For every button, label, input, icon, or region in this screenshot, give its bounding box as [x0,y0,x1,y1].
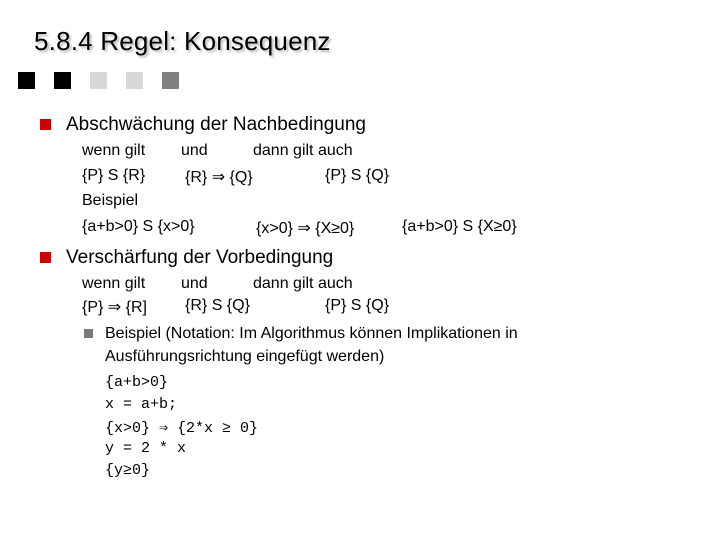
s2-rule-c3: {P} S {Q} [325,297,390,314]
code-line: {x>0} ⇒ {2*x ≥ 0} [105,420,259,437]
decor-square [54,72,71,89]
s1-rule-c1: {P} S {R} [82,167,146,184]
s1-example-label: Beispiel [82,192,139,209]
code-line: {y≥0} [105,462,151,479]
s1-example-c1: {a+b>0} S {x>0} [82,218,195,235]
s2-example-line1: Beispiel (Notation: Im Algorithmus können Implikationen in [105,325,518,342]
decor-square [162,72,179,89]
s1-head-c2: und [181,142,208,159]
s1-rule-c2: {R} ⇒ {Q} [185,169,253,186]
slide-title: 5.8.4 Regel: Konsequenz [34,26,331,56]
sub-bullet-icon [84,329,93,338]
s1-example-c3: {a+b>0} S {X≥0} [402,218,517,235]
s1-example-c2: {x>0} ⇒ {X≥0} [256,220,355,237]
decor-square [90,72,107,89]
code-line: {a+b>0} [105,374,169,391]
s2-rule-c1: {P} ⇒ {R] [82,299,147,316]
s1-head-c3: dann gilt auch [253,142,353,159]
section1-heading: Abschwächung der Nachbedingung [66,114,366,135]
s2-rule-c2: {R} S {Q} [185,297,250,314]
section2-heading: Verschärfung der Vorbedingung [66,247,334,268]
s2-head-c3: dann gilt auch [253,275,353,292]
s1-rule-c3: {P} S {Q} [325,167,390,184]
bullet-icon [40,119,51,130]
decor-square [18,72,35,89]
bullet-icon [40,252,51,263]
s2-head-c1: wenn gilt [82,275,146,292]
s2-example-line2: Ausführungsrichtung eingefügt werden) [105,348,385,365]
code-line: x = a+b; [105,396,178,413]
code-line: y = 2 * x [105,440,187,457]
decor-square [126,72,143,89]
s2-head-c2: und [181,275,208,292]
s1-head-c1: wenn gilt [82,142,146,159]
